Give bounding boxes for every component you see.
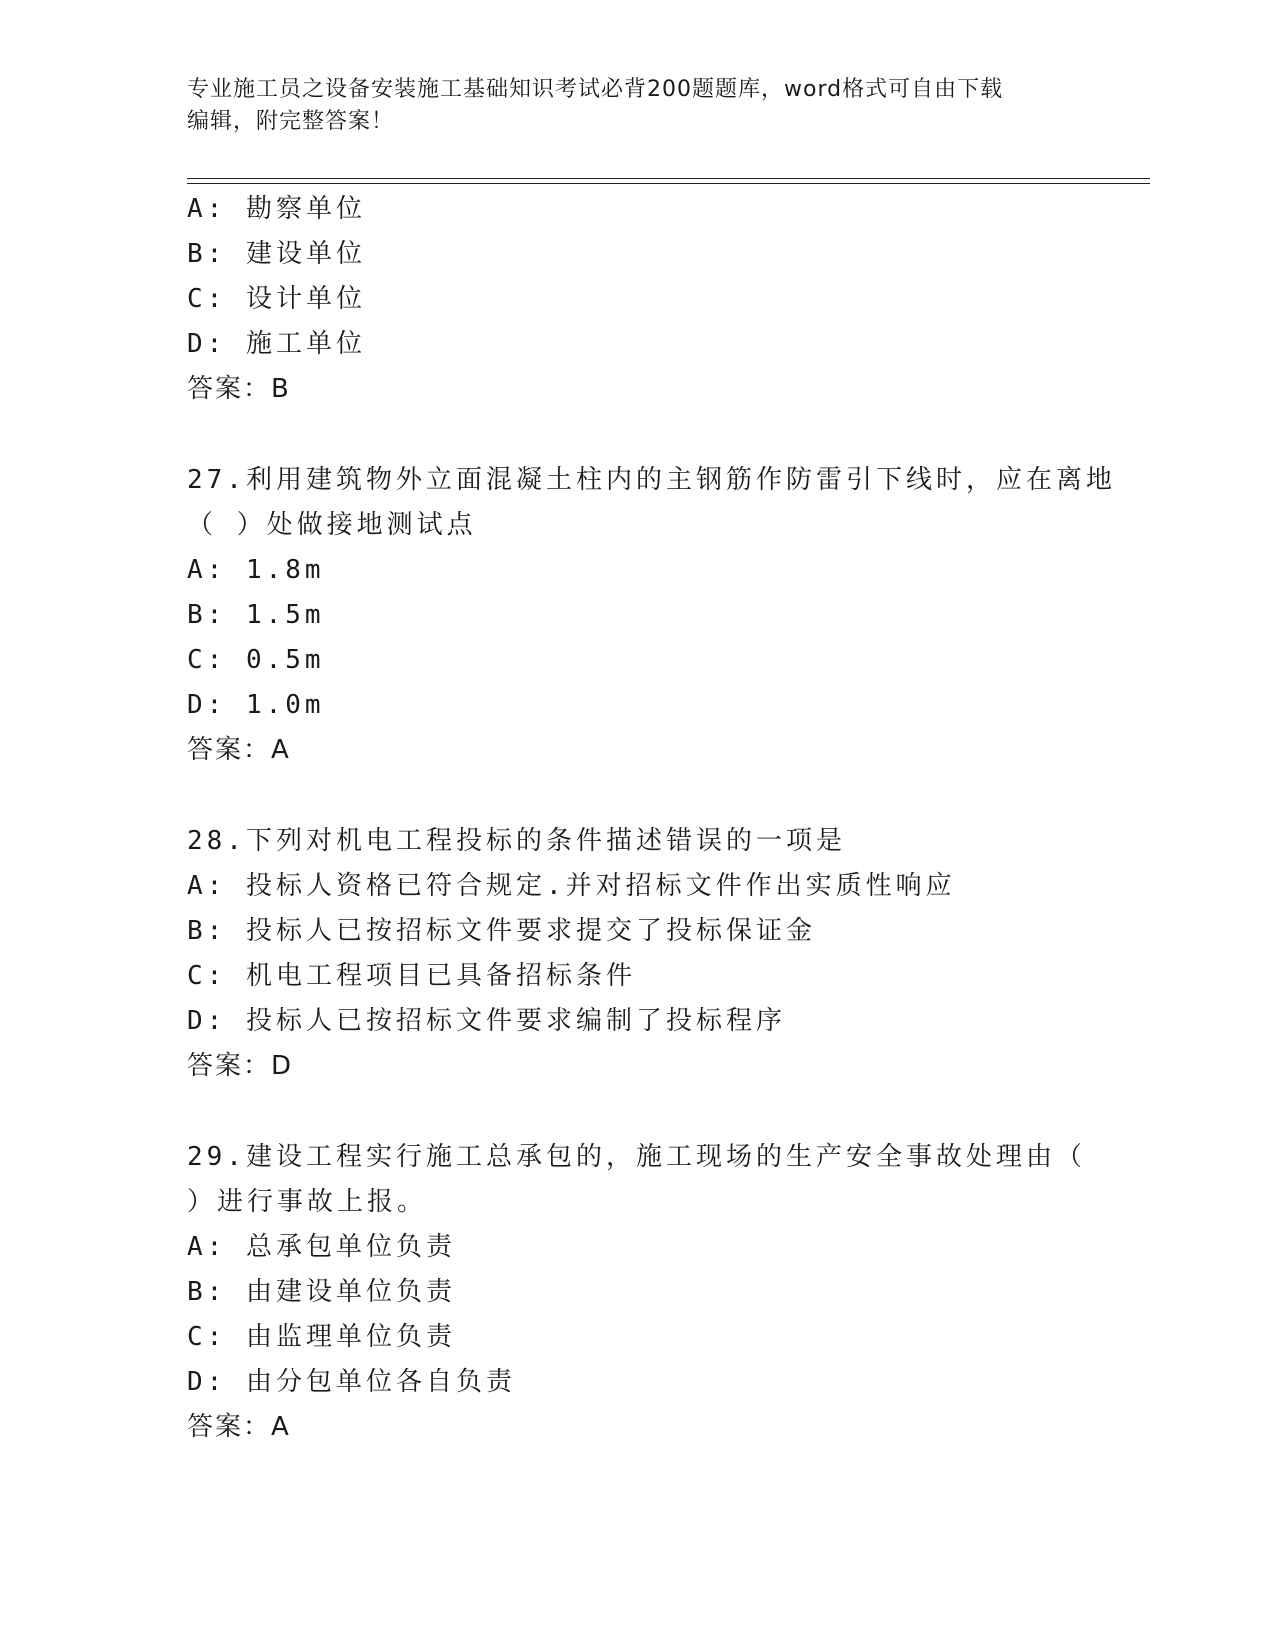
q27-option-d: D: 1.0m [187, 690, 325, 720]
q28-question: 28.下列对机电工程投标的条件描述错误的一项是 [187, 826, 846, 856]
q29-option-a: A: 总承包单位负责 [187, 1232, 456, 1262]
q29-question-line-2: ）进行事故上报。 [187, 1187, 428, 1217]
header-divider-top [187, 178, 1150, 179]
q27-question-line-2: （ ）处做接地测试点 [187, 510, 477, 540]
q28-option-a: A: 投标人资格已符合规定.并对招标文件作出实质性响应 [187, 871, 956, 901]
q26-answer: 答案：B [187, 374, 291, 404]
q29-question-line-1: 29.建设工程实行施工总承包的，施工现场的生产安全事故处理由（ [187, 1142, 1086, 1172]
header-divider-bottom [187, 183, 1150, 184]
q26-option-c: C: 设计单位 [187, 284, 366, 314]
q28-option-b: B: 投标人已按招标文件要求提交了投标保证金 [187, 916, 816, 946]
q26-option-b: B: 建设单位 [187, 239, 366, 269]
q28-option-d: D: 投标人已按招标文件要求编制了投标程序 [187, 1006, 786, 1036]
q29-option-b: B: 由建设单位负责 [187, 1277, 456, 1307]
q28-answer: 答案：D [187, 1051, 294, 1081]
q27-option-b: B: 1.5m [187, 600, 325, 630]
q29-answer: 答案：A [187, 1412, 291, 1442]
q27-option-a: A: 1.8m [187, 555, 325, 585]
q26-option-d: D: 施工单位 [187, 329, 366, 359]
q28-option-c: C: 机电工程项目已具备招标条件 [187, 961, 636, 991]
q27-option-c: C: 0.5m [187, 645, 325, 675]
q27-question-line-1: 27.利用建筑物外立面混凝土柱内的主钢筋作防雷引下线时，应在离地 [187, 465, 1116, 495]
q29-option-c: C: 由监理单位负责 [187, 1322, 456, 1352]
q26-option-a: A: 勘察单位 [187, 194, 366, 224]
header-line-2: 编辑，附完整答案！ [187, 109, 395, 134]
header-line-1: 专业施工员之设备安装施工基础知识考试必背200题题库，word格式可自由下载 [187, 77, 1004, 102]
document-header [187, 74, 1087, 138]
q29-option-d: D: 由分包单位各自负责 [187, 1367, 516, 1397]
q27-answer: 答案：A [187, 735, 291, 765]
